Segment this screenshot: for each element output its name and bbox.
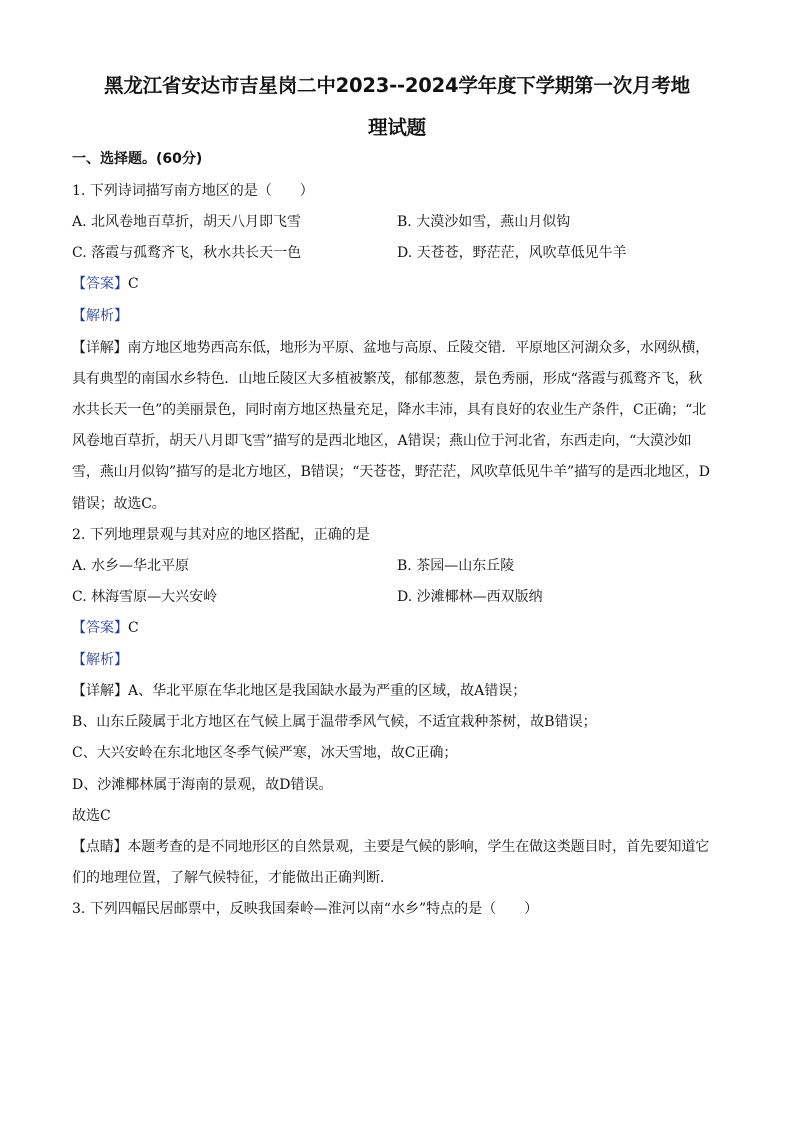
q1-option-b: B. 大漠沙如雪，燕山月似钩 [397,214,571,230]
q1-detail-line: 错误；故选C。 [72,496,166,512]
q2-answer [72,620,139,636]
document-title-line-1: 黑龙江省安达市吉星岗二中2023--2024学年度下学期第一次月考地 [104,74,690,97]
q2-comment-line: 们的地理位置，了解气候特征，才能做出正确判断． [72,870,394,886]
q1-detail-line [72,340,709,356]
q1-analysis-tag: 【解析】 [72,308,128,324]
answer-tag: 【答案】 [72,276,128,292]
q1-answer [72,276,139,292]
q2-detail-line: D、沙滩椰林属于海南的景观，故D错误。 [72,777,333,793]
detail-text: 南方地区地势西高东低，地形为平原、盆地与高原、丘陵交错．平原地区河湖众多，水网纵横， [127,340,710,356]
q1-detail-line: 水共长天一色”的美丽景色，同时南方地区热量充足，降水丰沛，具有良好的农业生产条件，C正确；“北 [72,402,706,418]
q1-option-d: D. 天苍苍，野茫茫，风吹草低见牛羊 [397,245,627,261]
q2-detail-line [72,683,526,699]
detail-tag: 【详解】 [72,683,128,699]
q2-conclusion: 故选C [72,808,111,824]
q2-option-a: A. 水乡—华北平原 [72,558,190,574]
answer-value: C [128,620,139,636]
q1-detail-line: 雪，燕山月似钩”描写的是北方地区，B错误；“天苍苍，野茫茫，风吹草低见牛羊”描写的是西北地区，D [72,464,710,480]
comment-tag: 【点睛】 [72,839,128,855]
comment-text: 本题考查的是不同地形区的自然景观，主要是气候的影响，学生在做这类题目时，首先要知道它 [127,839,710,855]
q1-option-c: C. 落霞与孤鹜齐飞，秋水共长天一色 [72,245,302,261]
q2-detail-line: C、大兴安岭在东北地区冬季气候严寒，冰天雪地，故C正确； [72,745,458,761]
q1-detail-line: 风卷地百草折，胡天八月即飞雪”描写的是西北地区，A错误；燕山位于河北省，东西走向，“大漠沙如 [72,433,692,449]
answer-value: C [128,276,139,292]
q3-stem: 3. 下列四幅民居邮票中，反映我国秦岭—淮河以南“水乡”特点的是（ ） [72,901,539,917]
answer-tag: 【答案】 [72,620,128,636]
q2-analysis-tag: 【解析】 [72,652,128,668]
q2-option-c: C. 林海雪原—大兴安岭 [72,589,218,605]
q2-comment-line [72,839,709,855]
detail-text: A、华北平原在华北地区是我国缺水最为严重的区域，故A错误； [128,683,527,699]
document-title-line-2: 理试题 [368,116,426,139]
q1-stem: 1. 下列诗词描写南方地区的是（ ） [72,183,314,199]
section-heading: 一、选择题。(60分) [72,151,203,167]
q1-option-a: A. 北风卷地百草折，胡天八月即飞雪 [72,214,302,230]
q2-option-d: D. 沙滩椰林—西双版纳 [397,589,543,605]
q1-detail-line: 具有典型的南国水乡特色．山地丘陵区大多植被繁茂，郁郁葱葱，景色秀丽，形成“落霞与孤鹜齐飞，秋 [72,371,703,387]
q2-option-b: B. 茶园—山东丘陵 [397,558,515,574]
q2-stem: 2. 下列地理景观与其对应的地区搭配，正确的是 [72,527,370,543]
detail-tag: 【详解】 [72,340,128,356]
q2-detail-line: B、山东丘陵属于北方地区在气候上属于温带季风气候，不适宜栽种茶树，故B错误； [72,714,597,730]
